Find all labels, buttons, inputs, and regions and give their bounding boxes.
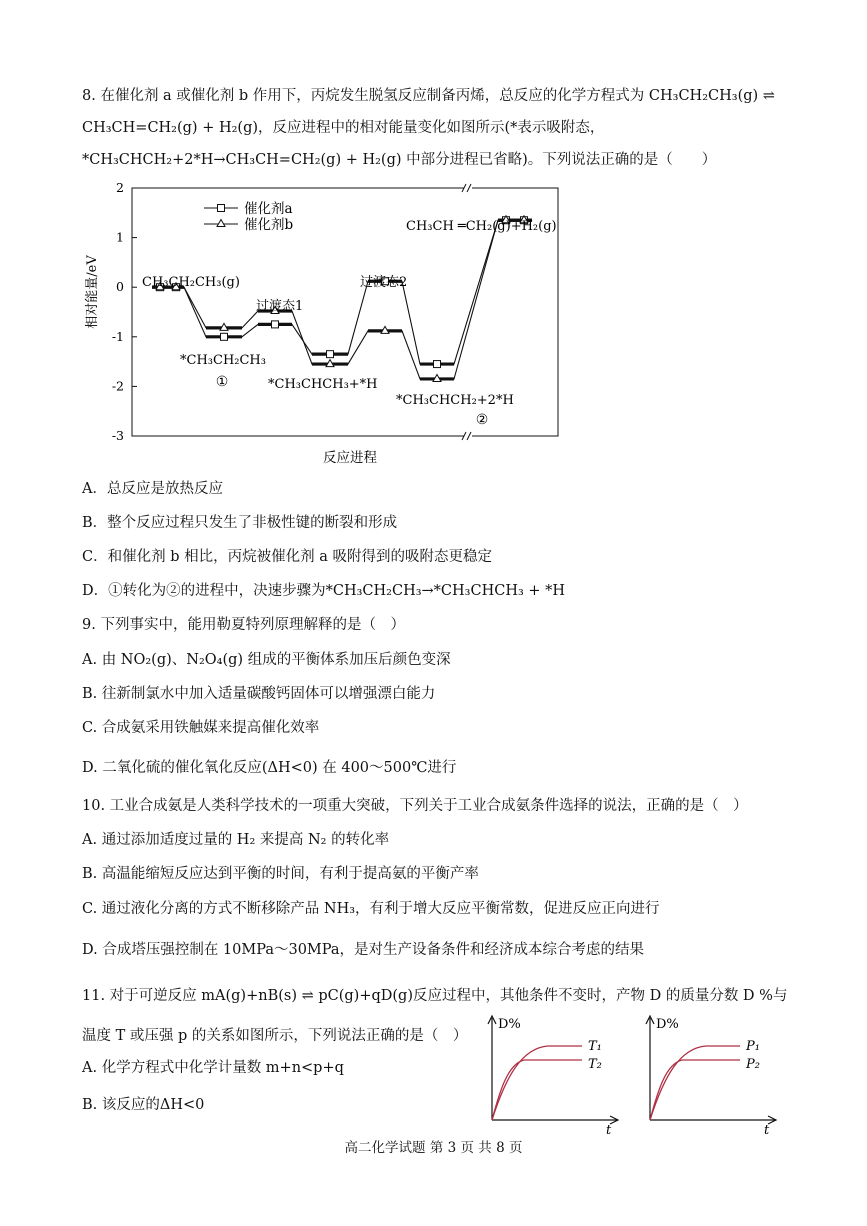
state-label: CH₃CH ═CH₂(g)+H₂(g)	[406, 219, 557, 234]
g1-curve1-label: T₁	[588, 1039, 602, 1054]
q11-graph-temperature	[478, 1010, 628, 1134]
y-tick-label: -3	[111, 428, 124, 443]
q8-option-a: A．总反应是放热反应	[82, 481, 223, 497]
marker-square	[272, 321, 279, 328]
state-marker: ①	[215, 374, 229, 390]
curve-p1	[650, 1046, 740, 1120]
marker-square	[434, 361, 441, 368]
curve-t2	[492, 1060, 582, 1120]
q11-graph-pressure	[636, 1010, 786, 1134]
q9-stem: 9. 下列事实中，能用勒夏特列原理解释的是（ ）	[82, 617, 405, 633]
state-label: *CH₃CH₂CH₃	[180, 353, 266, 368]
g2-curve1-label: P₁	[746, 1039, 760, 1054]
legend-marker-square	[218, 205, 225, 212]
q10-option-b: B. 高温能缩短反应达到平衡的时间，有利于提高氨的平衡产率	[82, 866, 479, 882]
g2-xlabel: t	[764, 1123, 770, 1134]
energy-profile-chart	[80, 182, 570, 472]
curve-p2	[650, 1060, 740, 1120]
state-label: CH₃CH₂CH₃(g)	[142, 275, 240, 290]
q9-option-d: D. 二氧化硫的催化氧化反应(ΔH<0) 在 400～500℃进行	[82, 760, 457, 776]
state-marker: ②	[475, 412, 489, 428]
q11-option-b: B. 该反应的ΔH<0	[82, 1097, 205, 1113]
g2-curve2-label: P₂	[746, 1057, 760, 1072]
y-tick-label: -2	[111, 378, 124, 394]
page-footer: 高二化学试题 第 3 页 共 8 页	[344, 1140, 523, 1156]
legend-label: 催化剂b	[244, 217, 294, 233]
q8-stem-line1: 8. 在催化剂 a 或催化剂 b 作用下，丙烷发生脱氢反应制备丙烯，总反应的化学方程式为 CH₃CH₂CH₃(g) ⇌	[82, 88, 775, 104]
legend-label: 催化剂a	[244, 201, 293, 217]
q11-stem-line1: 11. 对于可逆反应 mA(g)+nB(s) ⇌ pC(g)+qD(g)反应过程中，其他条件不变时，产物 D 的质量分数 D %与	[82, 988, 788, 1004]
q8-stem-line3: *CH₃CHCH₂+2*H→CH₃CH=CH₂(g) + H₂(g) 中部分进程已省略)。下列说法正确的是（ ）	[82, 152, 717, 168]
state-label: 过渡态2	[360, 275, 408, 290]
q9-option-b: B. 往新制氯水中加入适量碳酸钙固体可以增强漂白能力	[82, 686, 436, 702]
q8-stem-line2: CH₃CH=CH₂(g) + H₂(g)，反应进程中的相对能量变化如图所示(*表示吸附态，	[82, 120, 605, 136]
q8-option-b: B．整个反应过程只发生了非极性键的断裂和形成	[82, 515, 398, 531]
q9-option-a: A. 由 NO₂(g)、N₂O₄(g) 组成的平衡体系加压后颜色变深	[82, 652, 451, 668]
chart-xlabel: 反应进程	[323, 450, 377, 466]
y-tick-label: 2	[116, 182, 124, 195]
state-label: 过渡态1	[256, 299, 304, 314]
state-label: *CH₃CHCH₃+*H	[268, 377, 378, 392]
marker-square	[221, 333, 228, 340]
q10-stem: 10. 工业合成氨是人类科学技术的一项重大突破，下列关于工业合成氨条件选择的说法，正确的是（ ）	[82, 798, 748, 814]
q8-option-d: D．①转化为②的进程中，决速步骤为*CH₃CH₂CH₃→*CH₃CHCH₃ + *H	[82, 583, 566, 599]
curve-t1	[492, 1046, 582, 1120]
g2-ylabel: D%	[656, 1017, 679, 1032]
chart-ylabel: 相对能量/eV	[85, 255, 100, 329]
y-tick-label: 0	[116, 279, 124, 295]
q11-option-a: A. 化学方程式中化学计量数 m+n<p+q	[82, 1060, 344, 1076]
series-line-catalyst-a	[152, 220, 532, 364]
q11-stem-line2: 温度 T 或压强 p 的关系如图所示，下列说法正确的是（ ）	[82, 1028, 468, 1044]
y-tick-label: -1	[111, 328, 124, 344]
y-tick-label: 1	[116, 229, 124, 245]
q9-option-c: C. 合成氨采用铁触媒来提高催化效率	[82, 720, 320, 736]
g1-xlabel: t	[606, 1123, 612, 1134]
q10-option-d: D. 合成塔压强控制在 10MPa～30MPa，是对生产设备条件和经济成本综合考虑的结果	[82, 942, 645, 958]
g1-curve2-label: T₂	[588, 1057, 602, 1072]
q10-option-c: C. 通过液化分离的方式不断移除产品 NH₃，有利于增大反应平衡常数，促进反应正向进行	[82, 901, 660, 917]
q10-option-a: A. 通过添加适度过量的 H₂ 来提高 N₂ 的转化率	[82, 832, 390, 848]
q8-option-c: C．和催化剂 b 相比，丙烷被催化剂 a 吸附得到的吸附态更稳定	[82, 549, 492, 565]
legend-marker-triangle	[217, 220, 225, 227]
state-label: *CH₃CHCH₂+2*H	[396, 393, 514, 408]
g1-ylabel: D%	[498, 1017, 521, 1032]
marker-square	[327, 351, 334, 358]
